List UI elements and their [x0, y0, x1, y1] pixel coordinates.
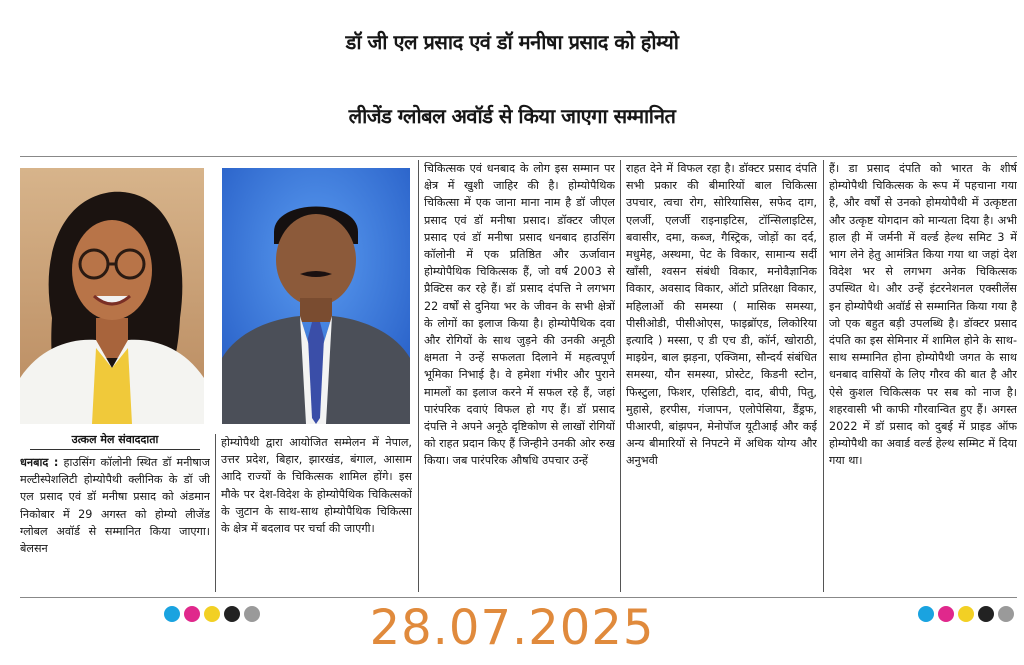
- man-portrait-icon: [222, 168, 410, 424]
- woman-portrait-photo: [20, 168, 204, 424]
- column-divider: [215, 434, 216, 592]
- article-column-1-text: हाउसिंग कॉलोनी स्थित डॉ मनीषाज मल्टीस्पेशलिटी होम्योपैथी क्लीनिक के डॉ जी एल प्रसाद एवं डॉ मनीषा प्रसाद को अंडमान निकोबार में 29 अगस्त को होम्यो लीजेंड ग्लोबल अवॉर्ड से सम्मानित किया जाएगा। बेलसन: [20, 456, 210, 556]
- man-portrait-photo: [222, 168, 410, 424]
- article-column-3: चिकित्सक एवं धनबाद के लोग इस सम्मान पर क्षेत्र में खुशी जाहिर की है। होम्योपैथिक चिकित्सा में एक जाना माना नाम है डॉ जीएल प्रसाद एवं डॉ मनीषा प्रसाद। डॉक्टर जीएल प्रसाद एवं डॉ मनीषा प्रसाद धनबाद हाउसिंग कॉलोनी में एक प्रतिष्ठित और ऊर्जावान होम्योपैथिक चिकित्सक हैं, जो वर्ष 2003 से प्रैक्टिस कर रहे हैं। डॉ प्रसाद दंपत्ति ने लगभग 22 वर्षों से दुनिया भर के जीवन के सभी क्षेत्रों के लोगों का इलाज किया है। होम्योपैथिक दवा और रोगियों के साथ जुड़ने की उनकी अनूठी क्षमता ने उन्हें सफलता दिलाने में महत्वपूर्ण भूमिका निभाई है। वे हमेशा गंभीर और पुराने मामलों का इलाज करने में सफल रहे हैं, जहां पारंपरिक दवाएं विफल हो गए हैं। डॉ प्रसाद दंपत्ति ने अपने अनूठे दृष्टिकोण से लाखों रोगियों को राहत प्रदान किए हैं जिन्हीने उनकी ओर रुख किया। जब पारंपरिक औषधि उपचार उन्हें: [424, 162, 615, 468]
- headline-divider: [20, 156, 1017, 157]
- article-dateline: धनबाद :: [20, 456, 59, 469]
- byline-underline: [30, 449, 200, 450]
- article-column-2: होम्योपैथी द्वारा आयोजित सम्मेलन में नेपाल, उत्तर प्रदेश, बिहार, झारखंड, बंगाल, आसाम आदि राज्यों के चिकित्सक शामिल होंगे। इस मौके पर देश-विदेश के होम्योपैथिक चिकित्सकों के जुटान के साथ-साथ होम्योपैथिक चिकित्सा के क्षेत्र में बदलाव पर चर्चा की जाएगी।: [221, 436, 412, 536]
- byline: उत्कल मेल संवाददाता: [71, 433, 159, 446]
- headline-line-2: लीजेंड ग्लोबल अवॉर्ड से किया जाएगा सम्मानित: [348, 104, 676, 128]
- article-column-1: [20, 454, 210, 590]
- column-divider: [823, 160, 824, 592]
- column-divider: [620, 160, 621, 592]
- publication-date: 28.07.2025: [369, 600, 655, 656]
- headline-line-1: डॉ जी एल प्रसाद एवं डॉ मनीषा प्रसाद को होम्यो: [345, 30, 679, 54]
- article-column-5: हैं। डा प्रसाद दंपति को भारत के शीर्ष होम्योपैथी चिकित्सक के रूप में पहचाना गया है, और वर्षों से उनको होमयोपैथी में उत्कृष्टता और उत्कृष्ट योगदान को मान्यता दिया है। अभी हाल ही में जर्मनी में वर्ल्ड हेल्थ समिट 3 में भाग लेने हेतु आमंत्रित किया गया था जहां देश विदेश भर से लगभग अनेक चिकित्सक उपस्थित थे। और उन्हें इंटरनेशनल एक्सीलेंस इन होम्योपैथी अवॉर्ड से सम्मानित किया गया है जो एक बहुत बड़ी उपलब्धि है। डॉक्टर प्रसाद दंपति का इस सेमिनार में शामिल होने के साथ-साथ सम्मानित होना होम्योपैथी जगत के साथ धनबाद वासियों के लिए गौरव की बात है और ऐसे कुशल चिकित्सक पर सब को नाज है। शहरवासी भी काफी गौरवान्वित हुए हैं। अगस्त 2022 में डॉ प्रसाद को दुबई में प्राइड ऑफ होम्योपैथी का अवार्ड वर्ल्ड हेल्थ सम्मिट में दिया गया था।: [829, 162, 1017, 468]
- article-column-4: राहत देने में विफल रहा है। डॉक्टर प्रसाद दंपति सभी प्रकार की बीमारियों बाल चिकित्सा उपचार, त्वचा रोग, सोरियासिस, सफेद दाग, एलर्जी, एलर्जी राइनाइटिस, टॉन्सिलाइटिस, बवासीर, दमा, कब्ज, गैस्ट्रिक, जोड़ों का दर्द, मधुमेह, अस्थमा, पेट के विकार, सामान्य सर्दी खाँसी, श्वसन संबंधी विकार, मनोवैज्ञानिक विकार, अवसाद विकार, ऑटो प्रतिरक्षा विकार, महिलाओं की समस्या ( मासिक समस्या, पीसीओडी, पीसीओएस, फाइब्रॉएड, लिकोरिया इत्यादि ) मस्सा, ए डी एच डी, कॉर्न, खोराठी, माइग्रेन, बाल झड़ना, एक्जिमा, सौन्दर्य संबंधित समस्या, यौन समस्या, प्रोस्टेट, किडनी स्टोन, फिस्टुला, फिशर, एसिडिटी, दाद, बीपी, पितु, मुहासे, हरपीस, गंजापन, एलोपेसिया, डैंड्रफ, पीआरपी, बांझपन, मेनोपॉज यूटीआई और कई अन्य बीमारियों से निपटने में अधिक योग्य और अनुभवी: [626, 162, 817, 468]
- woman-portrait-icon: [20, 168, 204, 424]
- column-divider: [418, 160, 419, 592]
